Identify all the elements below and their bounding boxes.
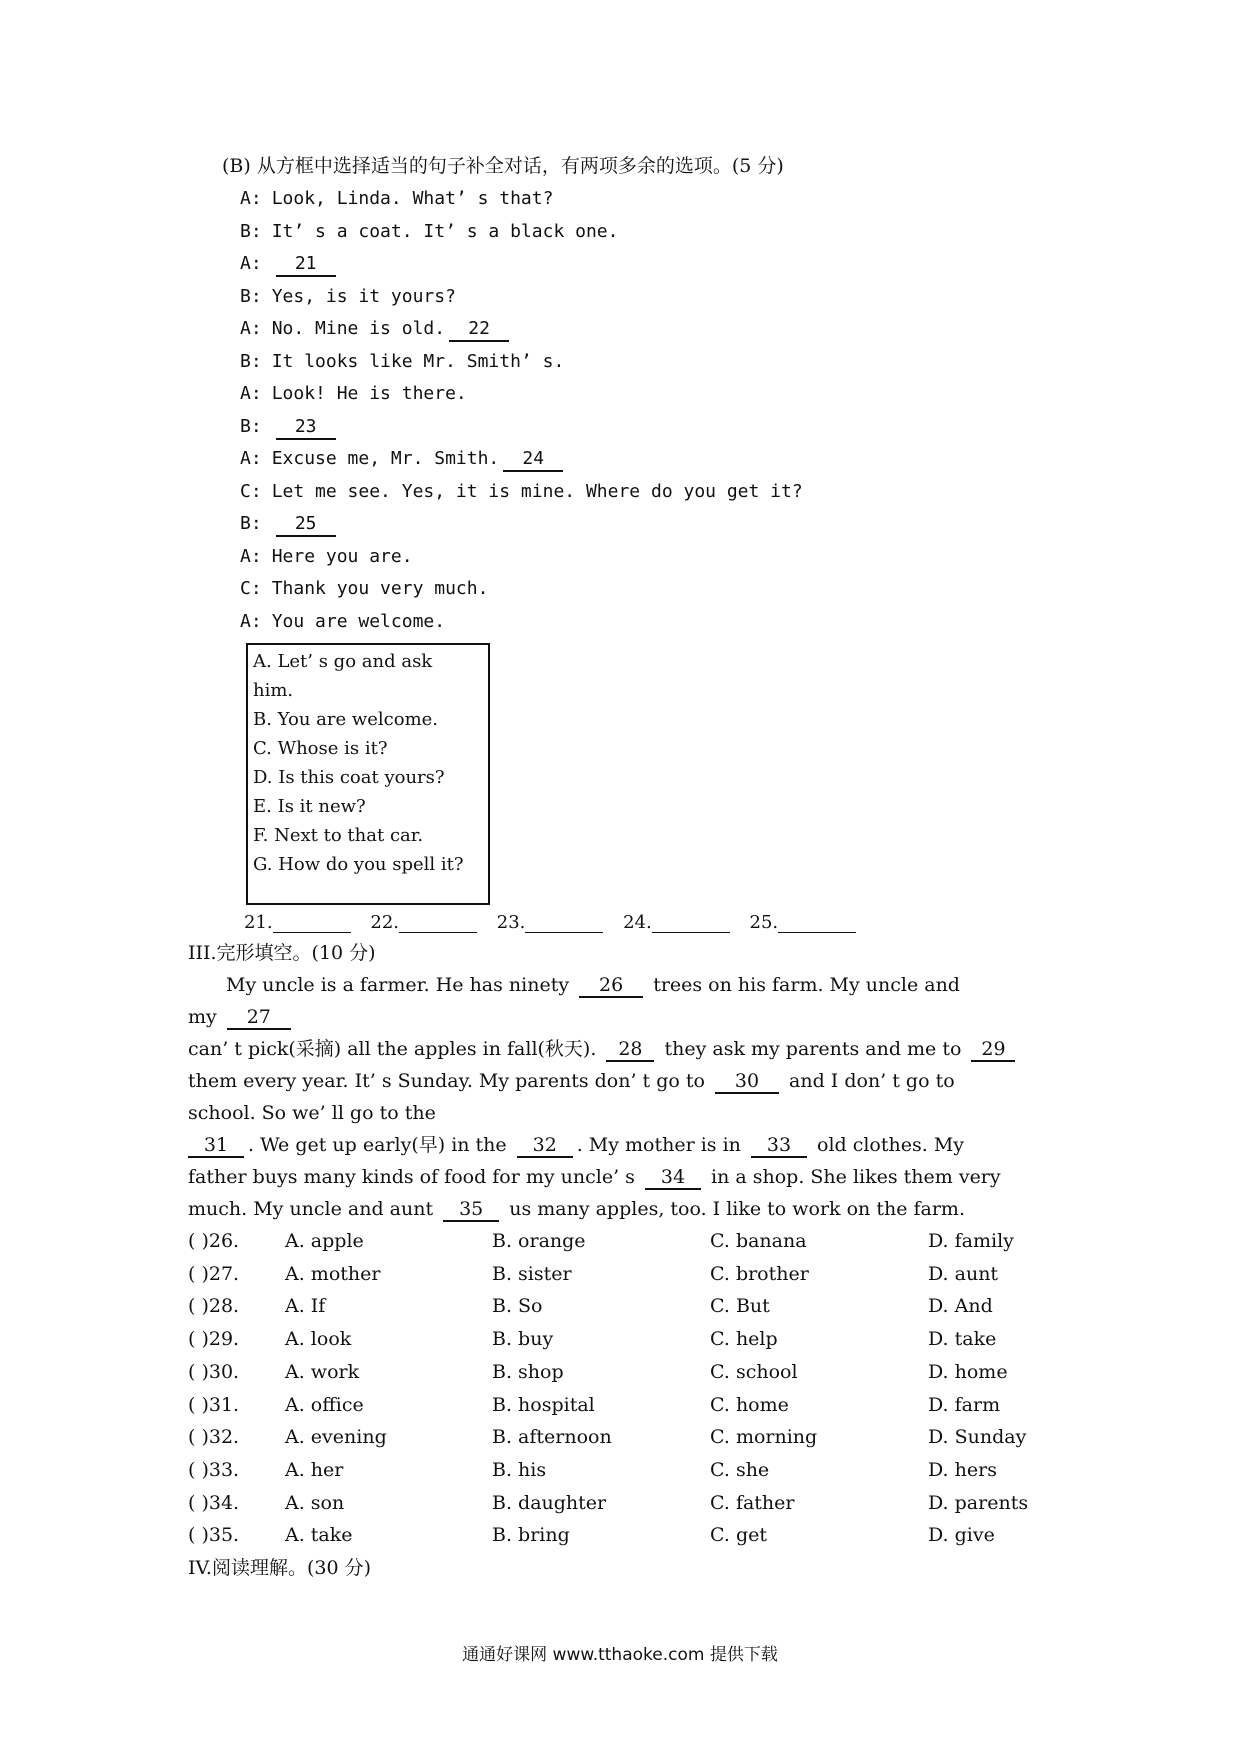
dialogue-text: It’ s a coat. It’ s a black one. [271, 221, 619, 242]
passage-line-7 [188, 1164, 1001, 1190]
answer-label-23: 23. [496, 912, 526, 933]
option-a: A. If [285, 1295, 326, 1317]
option-c: C. help [710, 1328, 778, 1350]
choice-a-line2: him. [253, 680, 294, 701]
passage-text: us many apples, too. I like to work on the farm. [509, 1198, 965, 1220]
answer-blank-22[interactable] [399, 916, 477, 933]
speaker-label: A: [240, 448, 262, 469]
speaker-label: A: [240, 188, 262, 209]
passage-text: father buys many kinds of food for my uncle’ s [188, 1166, 635, 1188]
option-d: D. family [928, 1230, 1014, 1252]
passage-line-8 [188, 1196, 965, 1222]
choice-a-line1: A. Let’ s go and ask [253, 651, 433, 672]
passage-text: in a shop. She likes them very [711, 1166, 1001, 1188]
dialogue-text: No. Mine is old. [271, 318, 446, 339]
passage-text: My uncle is a farmer. He has ninety [226, 974, 570, 996]
option-a: A. look [285, 1328, 352, 1350]
option-b: B. bring [492, 1524, 570, 1546]
dialogue-blank-23: 23 [276, 416, 336, 440]
option-a: A. her [285, 1459, 344, 1481]
option-b: B. shop [492, 1361, 564, 1383]
dialogue-blank-24: 24 [503, 448, 563, 472]
dialogue-line [240, 219, 618, 245]
question-number[interactable]: ( )30. [188, 1361, 240, 1383]
option-c: C. morning [710, 1426, 818, 1448]
dialogue-line [240, 609, 445, 635]
speaker-label: B: [240, 416, 262, 437]
option-b: B. his [492, 1459, 547, 1481]
option-a: A. evening [285, 1426, 387, 1448]
dialogue-line [240, 316, 513, 342]
dialogue-text: It looks like Mr. Smith’ s. [271, 351, 565, 372]
dialogue-text: Excuse me, Mr. Smith. [271, 448, 500, 469]
dialogue-line [240, 576, 488, 602]
question-number[interactable]: ( )26. [188, 1230, 240, 1252]
option-d: D. take [928, 1328, 997, 1350]
answer-label-25: 25. [749, 912, 779, 933]
option-a: A. son [285, 1492, 345, 1514]
passage-line-3 [188, 1036, 1019, 1062]
question-number[interactable]: ( )35. [188, 1524, 240, 1546]
choice-c: C. Whose is it? [253, 738, 388, 759]
option-b: B. daughter [492, 1492, 607, 1514]
question-number[interactable]: ( )28. [188, 1295, 240, 1317]
blank-33: 33 [751, 1134, 807, 1158]
option-c: C. But [710, 1295, 770, 1317]
section-iii-title: III.完形填空。(10 分) [188, 942, 376, 964]
speaker-label: B: [240, 513, 262, 534]
dialogue-line [240, 284, 456, 310]
dialogue-text: Let me see. Yes, it is mine. Where do you get it? [271, 481, 803, 502]
option-c: C. father [710, 1492, 795, 1514]
option-c: C. get [710, 1524, 767, 1546]
option-d: D. Sunday [928, 1426, 1027, 1448]
dialogue-blank-21: 21 [276, 253, 336, 277]
dialogue-line [240, 544, 413, 570]
choice-d: D. Is this coat yours? [253, 767, 445, 788]
speaker-label: A: [240, 318, 262, 339]
speaker-label: B: [240, 221, 262, 242]
answer-blank-25[interactable] [778, 916, 856, 933]
dialogue-blank-25: 25 [276, 513, 336, 537]
passage-text: . My mother is in [576, 1134, 741, 1156]
blank-29: 29 [971, 1038, 1015, 1062]
answer-label-21: 21. [244, 912, 273, 933]
answer-blank-21[interactable] [273, 916, 351, 933]
option-d: D. give [928, 1524, 995, 1546]
dialogue-line [240, 381, 467, 407]
passage-line-2 [188, 1004, 295, 1030]
option-d: D. hers [928, 1459, 997, 1481]
choice-f: F. Next to that car. [253, 825, 424, 846]
passage-text: and I don’ t go to [789, 1070, 955, 1092]
blank-34: 34 [645, 1166, 701, 1190]
speaker-label: B: [240, 286, 262, 307]
question-number[interactable]: ( )29. [188, 1328, 240, 1350]
passage-text: . We get up early(早) in the [248, 1134, 507, 1156]
dialogue-text: Here you are. [271, 546, 413, 567]
question-number[interactable]: ( )33. [188, 1459, 240, 1481]
passage-text: much. My uncle and aunt [188, 1198, 434, 1220]
dialogue-text: Look! He is there. [271, 383, 467, 404]
dialogue-line [240, 446, 567, 472]
option-d: D. aunt [928, 1263, 999, 1285]
blank-32: 32 [517, 1134, 573, 1158]
speaker-label: A: [240, 383, 262, 404]
option-c: C. she [710, 1459, 770, 1481]
passage-text: they ask my parents and me to [664, 1038, 962, 1060]
choices-box [246, 643, 490, 905]
option-d: D. And [928, 1295, 993, 1317]
passage-line-6 [188, 1132, 964, 1158]
speaker-label: C: [240, 481, 262, 502]
option-c: C. banana [710, 1230, 807, 1252]
choice-g: G. How do you spell it? [253, 854, 464, 875]
option-a: A. mother [285, 1263, 381, 1285]
option-d: D. home [928, 1361, 1008, 1383]
question-number[interactable]: ( )31. [188, 1394, 240, 1416]
option-b: B. buy [492, 1328, 554, 1350]
choice-b: B. You are welcome. [253, 709, 439, 730]
option-a: A. take [285, 1524, 353, 1546]
option-b: B. So [492, 1295, 543, 1317]
dialogue-text: You are welcome. [271, 611, 446, 632]
option-b: B. hospital [492, 1394, 595, 1416]
footer-watermark: 通通好课网 www.tthaoke.com 提供下载 [462, 1645, 778, 1665]
option-b: B. afternoon [492, 1426, 612, 1448]
passage-line-5: school. So we’ ll go to the [188, 1102, 436, 1124]
option-d: D. parents [928, 1492, 1029, 1514]
blank-35: 35 [443, 1198, 499, 1222]
speaker-label: C: [240, 578, 262, 599]
blank-30: 30 [715, 1070, 779, 1094]
blank-27: 27 [227, 1006, 291, 1030]
passage-line-1 [226, 972, 960, 998]
option-a: A. work [285, 1361, 360, 1383]
option-b: B. orange [492, 1230, 586, 1252]
passage-text: can’ t pick(采摘) all the apples in fall(秋天). [188, 1038, 597, 1060]
dialogue-line [240, 414, 340, 440]
option-c: C. school [710, 1361, 798, 1383]
dialogue-blank-22: 22 [449, 318, 509, 342]
answer-row [244, 912, 870, 933]
section-b-title: (B) 从方框中选择适当的句子补全对话，有两项多余的选项。(5 分) [222, 155, 784, 177]
passage-text: my [188, 1006, 217, 1028]
passage-text: old clothes. My [817, 1134, 965, 1156]
option-a: A. office [285, 1394, 364, 1416]
section-iv-title: IV.阅读理解。(30 分) [188, 1557, 371, 1579]
question-number[interactable]: ( )34. [188, 1492, 240, 1514]
dialogue-text: Look, Linda. What’ s that? [271, 188, 554, 209]
blank-26: 26 [579, 974, 643, 998]
answer-blank-23[interactable] [525, 916, 603, 933]
answer-label-24: 24. [623, 912, 652, 933]
question-number[interactable]: ( )27. [188, 1263, 240, 1285]
dialogue-text: Yes, is it yours? [271, 286, 456, 307]
dialogue-line [240, 511, 340, 537]
speaker-label: B: [240, 351, 262, 372]
choice-e: E. Is it new? [253, 796, 366, 817]
passage-line-4 [188, 1068, 955, 1094]
option-d: D. farm [928, 1394, 1001, 1416]
blank-28: 28 [606, 1038, 654, 1062]
dialogue-line [240, 251, 340, 277]
dialogue-text: Thank you very much. [271, 578, 489, 599]
passage-text: trees on his farm. My uncle and [653, 974, 960, 996]
option-b: B. sister [492, 1263, 572, 1285]
answer-blank-24[interactable] [652, 916, 730, 933]
answer-label-22: 22. [370, 912, 400, 933]
option-a: A. apple [285, 1230, 364, 1252]
speaker-label: A: [240, 546, 262, 567]
dialogue-line [240, 479, 803, 505]
speaker-label: A: [240, 253, 262, 274]
question-number[interactable]: ( )32. [188, 1426, 240, 1448]
option-c: C. home [710, 1394, 789, 1416]
passage-text: them every year. It’ s Sunday. My parents don’ t go to [188, 1070, 705, 1092]
dialogue-line [240, 349, 564, 375]
dialogue-line [240, 186, 553, 212]
option-c: C. brother [710, 1263, 809, 1285]
blank-31: 31 [188, 1134, 244, 1158]
speaker-label: A: [240, 611, 262, 632]
